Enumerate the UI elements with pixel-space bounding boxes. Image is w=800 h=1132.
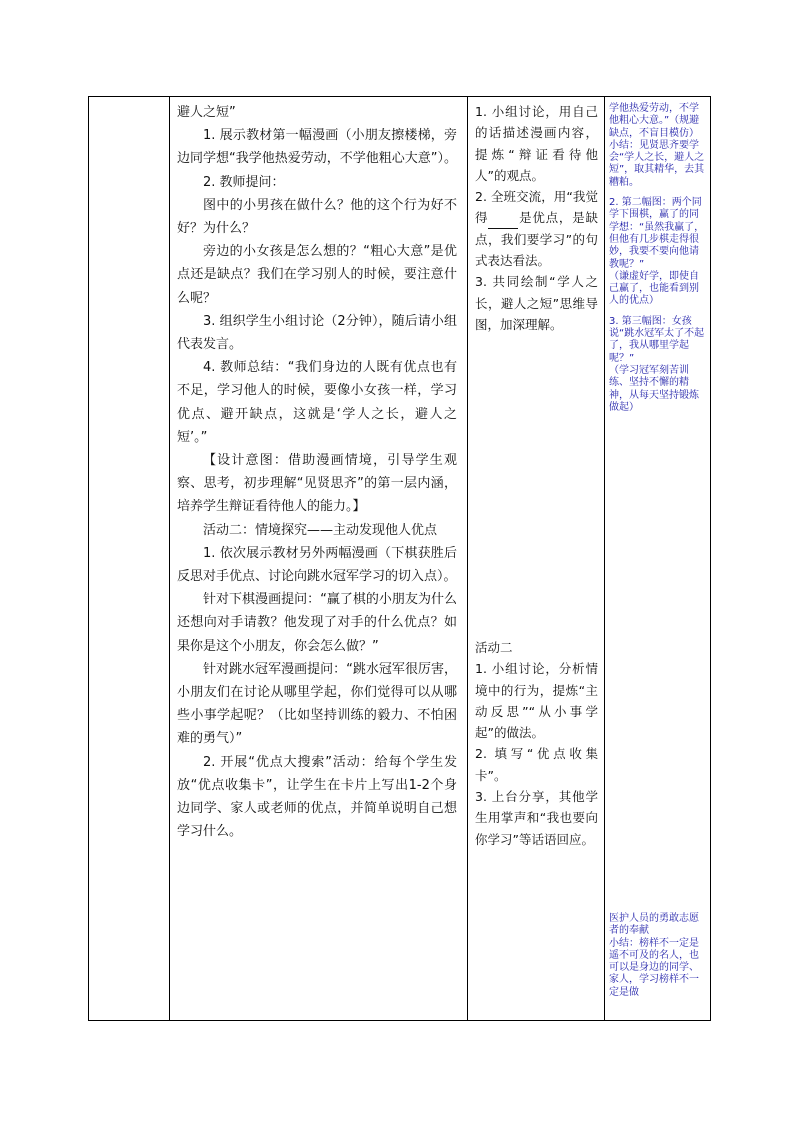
student-text: [475, 186, 598, 271]
student-text: 3. 上台分享，其他学生用掌声和“我也要向你学习”等话语回应。: [475, 789, 598, 847]
student-text-part: 是优点，是缺点，我们要学习”的句式表达看法。: [475, 210, 598, 269]
activity-heading: 活动二: [475, 640, 513, 655]
note-text: 医护人员的勇敢志愿者的奉献: [609, 913, 699, 937]
teacher-text: 避人之短”: [177, 105, 236, 120]
teacher-activity-column: [169, 97, 467, 1020]
note-text: （学习冠军刻苦训练、坚持不懈的精神，从每天坚持锻炼做起）: [609, 364, 699, 413]
note-text: 2. 第二幅图：两个同学下围棋，赢了的同学想：“虽然我赢了，但他有几步棋走得很妙，我要不要向他请教呢？”: [609, 197, 705, 270]
student-text: 1. 小组讨论，用自己的话描述漫画内容，提炼“辩证看待他人”的观点。: [475, 104, 598, 183]
student-text: 2. 填写“优点收集卡”。: [475, 746, 598, 783]
teacher-text: 针对下棋漫画提问：“赢了棋的小朋友为什么还想向对手请教？他发现了对手的什么优点？如果你是这个小朋友，你会怎么做？”: [177, 592, 457, 654]
teacher-text: 4. 教师总结：“我们身边的人既有优点也有不足，学习他人的时候，要像小女孩一样，学习优点、避开缺点，这就是‘学人之长，避人之短’。”: [177, 360, 457, 445]
teacher-text: 3. 组织学生小组讨论（2分钟），随后请小组代表发言。: [177, 313, 457, 353]
lesson-plan-table: [88, 96, 711, 1021]
note-text: （谦虚好学，即使自己赢了，也能看到别人的优点）: [609, 270, 699, 307]
teacher-text: 2. 教师提问：: [203, 174, 285, 190]
student-activity-two: [475, 637, 598, 850]
notes-column: [604, 97, 710, 1020]
note-text: 小结：榜样不一定是遥不可及的名人，也可以是身边的同学、家人，学习榜样不一定是做: [609, 937, 699, 998]
student-activity-column: [467, 97, 604, 1020]
activity-heading: 活动二：情境探究——主动发现他人优点: [203, 522, 438, 538]
design-intent: 【设计意图：借助漫画情境，引导学生观察、思考，初步理解“见贤思齐”的第一层内涵，培养学生辩证看待他人的能力。】: [177, 453, 457, 515]
student-text: 3. 共同绘制“学人之长，避人之短”思维导图，加深理解。: [475, 274, 598, 332]
note-text: 学他热爱劳动，不学他粗心大意。”（规避缺点，不盲目模仿）: [609, 103, 700, 139]
teacher-text: 针对跳水冠军漫画提问：“跳水冠军很厉害，小朋友们在讨论从哪里学起，你们觉得可以从哪些小事学起呢？（比如坚持训练的毅力、不怕困难的勇气）”: [177, 661, 457, 747]
teacher-text: 1. 依次展示教材另外两幅漫画（下棋获胜后反思对手优点、讨论向跳水冠军学习的切入点）。: [177, 545, 457, 585]
note-text: 小结：见贤思齐要学会“学人之长，避人之短”，取其精华，去其糟粕。: [609, 139, 705, 188]
student-text: 1. 小组讨论，分析情境中的行为，提炼“主动反思”“从小事学起”的做法。: [475, 661, 598, 741]
fill-blank: [488, 215, 518, 229]
teacher-text: 旁边的小女孩是怎么想的？“粗心大意”是优点还是缺点？我们在学习别人的时候，要注意什么呢？: [177, 244, 457, 306]
teacher-text: 2. 开展“优点大搜索”活动：给每个学生发放“优点收集卡”，让学生在卡片上写出1-2个身边同学、家人或老师的优点，并简单说明自己想学习什么。: [177, 754, 457, 840]
teacher-text: 图中的小男孩在做什么？他的这个行为好不好？为什么？: [177, 197, 457, 237]
student-text-part: 2. 全班交流，用“我觉得: [475, 189, 598, 226]
notes-bottom: [609, 913, 707, 999]
teacher-text: 1. 展示教材第一幅漫画（小朋友擦楼梯，旁边同学想“我学他热爱劳动，不学他粗心大意”）。: [177, 128, 457, 167]
note-text: 3. 第三幅图：女孩说“跳水冠军太了不起了，我从哪里学起呢？”: [609, 315, 705, 364]
